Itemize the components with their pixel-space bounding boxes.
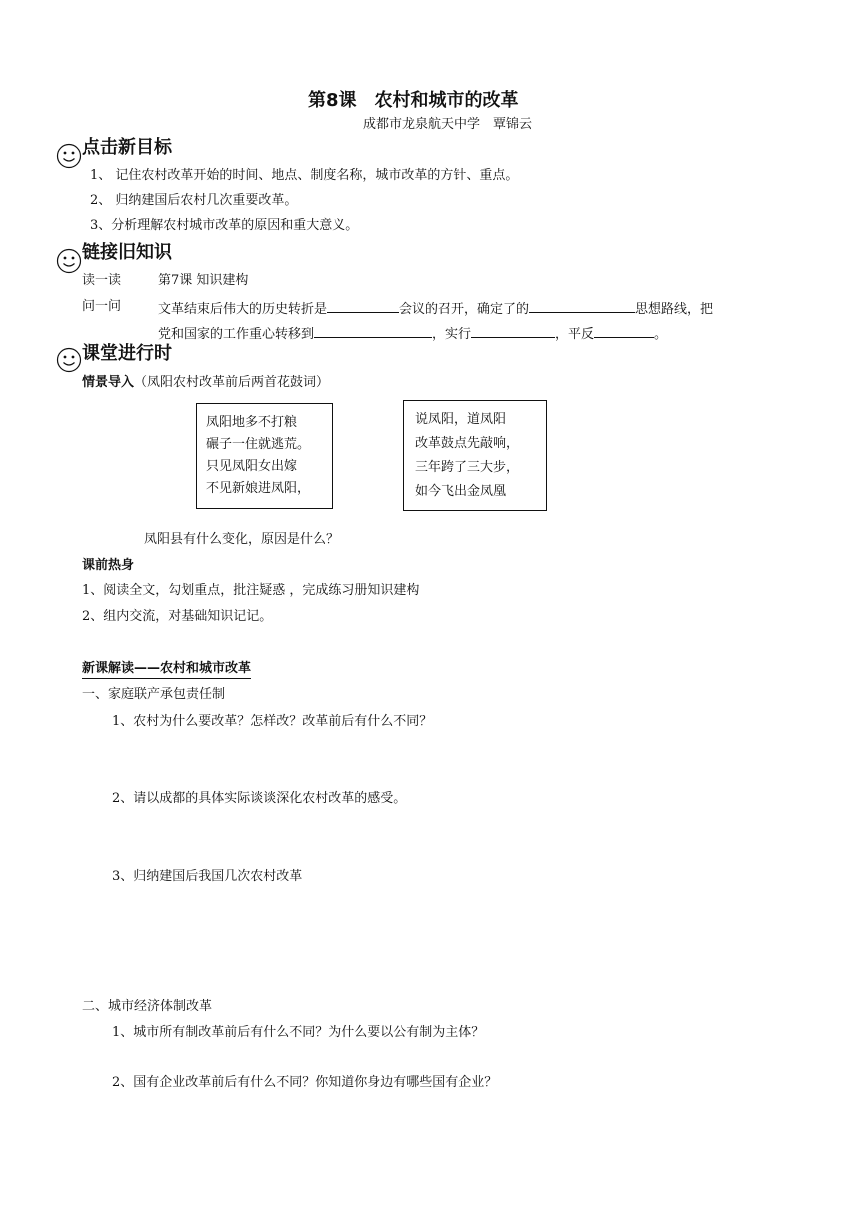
smiley-icon — [56, 248, 82, 274]
question-item: 2、国有企业改革前后有什么不同？你知道你身边有哪些国有企业？ — [112, 1075, 498, 1090]
section-heading-class: 课堂进行时 — [82, 343, 172, 364]
scene-intro — [82, 374, 329, 392]
poem-line: 凤阳地多不打粮 — [206, 415, 298, 430]
poem-line: 只见凤阳女出嫁 — [206, 459, 298, 474]
scene-intro-text: （凤阳农村改革前后两首花鼓词） — [134, 375, 330, 390]
ask-text: 文革结束后伟大的历史转折是 — [158, 302, 328, 317]
ask-text: 思想路线，把 — [635, 302, 714, 317]
poem-box-after — [403, 400, 547, 511]
question-item: 3、归纳建国后我国几次农村改革 — [112, 869, 303, 884]
ask-text: ，平反 — [555, 327, 595, 342]
ask-text: 会议的召开，确定了的 — [399, 302, 530, 317]
part-title: 二、城市经济体制改革 — [82, 999, 213, 1014]
ask-line-2 — [158, 323, 667, 344]
fill-blank[interactable] — [594, 323, 654, 338]
goal-item: 2、 归纳建国后农村几次重要改革。 — [90, 193, 298, 208]
poem-line: 不见新娘进凤阳， — [206, 481, 311, 496]
ask-text: ，实行 — [432, 327, 472, 342]
smiley-icon — [56, 143, 82, 169]
read-label: 读一读 — [82, 273, 122, 288]
fill-blank[interactable] — [471, 323, 555, 338]
poem-line: 如今飞出金凤凰 — [415, 484, 507, 499]
ask-text: 。 — [654, 327, 668, 342]
fill-blank[interactable] — [314, 323, 432, 338]
poem-line: 碾子一住就逃荒。 — [206, 437, 311, 452]
question-item: 1、农村为什么要改革？怎样改？改革前后有什么不同？ — [112, 714, 433, 729]
smiley-icon — [56, 347, 82, 373]
poem-line: 三年跨了三大步， — [415, 460, 520, 475]
goal-item: 1、 记住农村改革开始的时间、地点、制度名称，城市改革的方针、重点。 — [90, 168, 519, 183]
scene-question: 凤阳县有什么变化，原因是什么？ — [144, 532, 340, 547]
page-title: 第8课 农村和城市的改革 — [308, 90, 519, 111]
section-heading-goals: 点击新目标 — [82, 137, 172, 158]
warmup-item: 1、阅读全文，勾划重点，批注疑惑 ，完成练习册知识建构 — [82, 583, 420, 598]
poem-line: 说凤阳，道凤阳 — [415, 412, 507, 427]
section-heading-review: 链接旧知识 — [82, 242, 172, 263]
scene-intro-label: 情景导入 — [82, 375, 135, 390]
ask-line-1 — [158, 298, 713, 319]
poem-box-before — [196, 403, 333, 509]
fill-blank[interactable] — [327, 298, 399, 313]
part-title: 一、家庭联产承包责任制 — [82, 687, 226, 702]
ask-text: 党和国家的工作重心转移到 — [158, 327, 315, 342]
question-item: 1、城市所有制改革前后有什么不同？为什么要以公有制为主体？ — [112, 1025, 485, 1040]
warmup-item: 2、组内交流，对基础知识记记。 — [82, 609, 273, 624]
goal-item: 3、分析理解农村城市改革的原因和重大意义。 — [90, 218, 359, 233]
ask-label: 问一问 — [82, 299, 122, 314]
poem-line: 改革鼓点先敲响， — [415, 436, 520, 451]
fill-blank[interactable] — [529, 298, 635, 313]
warmup-heading: 课前热身 — [82, 558, 135, 573]
author-line: 成都市龙泉航天中学 覃锦云 — [363, 117, 533, 132]
read-text: 第7课 知识建构 — [158, 273, 249, 288]
question-item: 2、请以成都的具体实际谈谈深化农村改革的感受。 — [112, 791, 407, 806]
new-lesson-heading: 新课解读——农村和城市改革 — [82, 660, 251, 679]
